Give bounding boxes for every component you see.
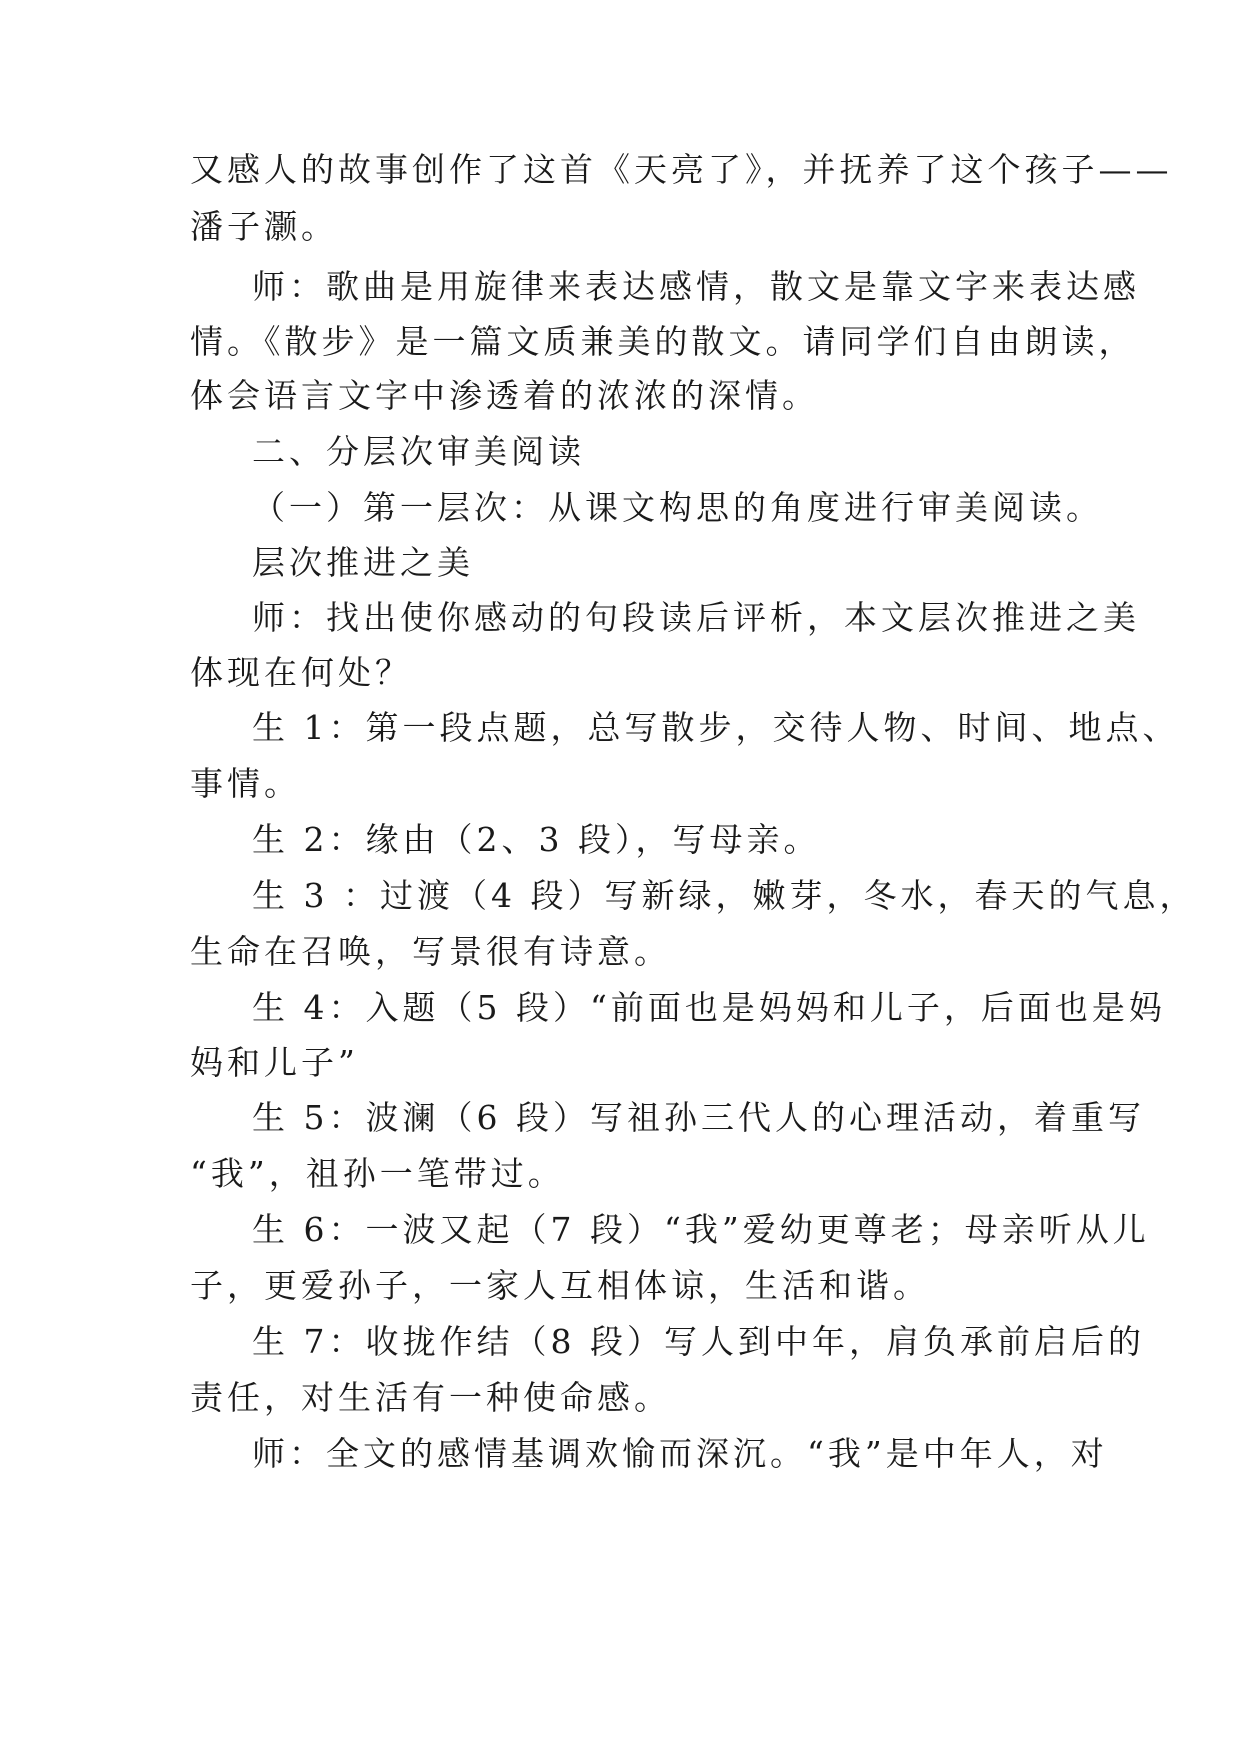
section-heading: 二、分层次审美阅读: [252, 432, 585, 471]
text-line: 体现在何处？: [190, 653, 412, 692]
text-line: 潘子灏。: [190, 207, 338, 246]
text-line: 生 6：一波又起（7 段）“我”爱幼更尊老；母亲听从儿: [252, 1210, 1150, 1249]
text-line: 生命在召唤，写景很有诗意。: [190, 932, 671, 971]
text-line: 师：找出使你感动的句段读后评析，本文层次推进之美: [252, 598, 1140, 637]
text-line: 生 5：波澜（6 段）写祖孙三代人的心理活动，着重写: [252, 1098, 1145, 1137]
text-line: 妈和儿子”: [190, 1043, 359, 1082]
text-line: 事情。: [190, 764, 301, 803]
text-line: 体会语言文字中渗透着的浓浓的深情。: [190, 376, 819, 415]
text-line: 生 2：缘由（2、3 段），写母亲。: [252, 820, 821, 859]
text-line: 子，更爱孙子，一家人互相体谅，生活和谐。: [190, 1266, 930, 1305]
text-line: “我”，祖孙一笔带过。: [190, 1154, 565, 1193]
text-line: 情。《散步》是一篇文质兼美的散文。请同学们自由朗读，: [190, 322, 1136, 361]
text-line: 生 3 ：过渡（4 段）写新绿，嫩芽，冬水，春天的气息，: [252, 876, 1197, 915]
subheading: 层次推进之美: [252, 543, 474, 582]
subsection-heading: （一）第一层次：从课文构思的角度进行审美阅读。: [252, 488, 1103, 527]
text-line: 师：全文的感情基调欢愉而深沉。“我”是中年人，对: [252, 1434, 1108, 1473]
text-line: 责任，对生活有一种使命感。: [190, 1378, 671, 1417]
text-line: 生 4：入题（5 段）“前面也是妈妈和儿子，后面也是妈: [252, 988, 1166, 1027]
text-line: 生 7：收拢作结（8 段）写人到中年，肩负承前启后的: [252, 1322, 1145, 1361]
text-line: 又感人的故事创作了这首《天亮了》，并抚养了这个孩子——: [190, 150, 1173, 189]
text-line: 生 1：第一段点题，总写散步，交待人物、时间、地点、: [252, 708, 1180, 747]
text-line: 师：歌曲是用旋律来表达感情，散文是靠文字来表达感: [252, 267, 1140, 306]
